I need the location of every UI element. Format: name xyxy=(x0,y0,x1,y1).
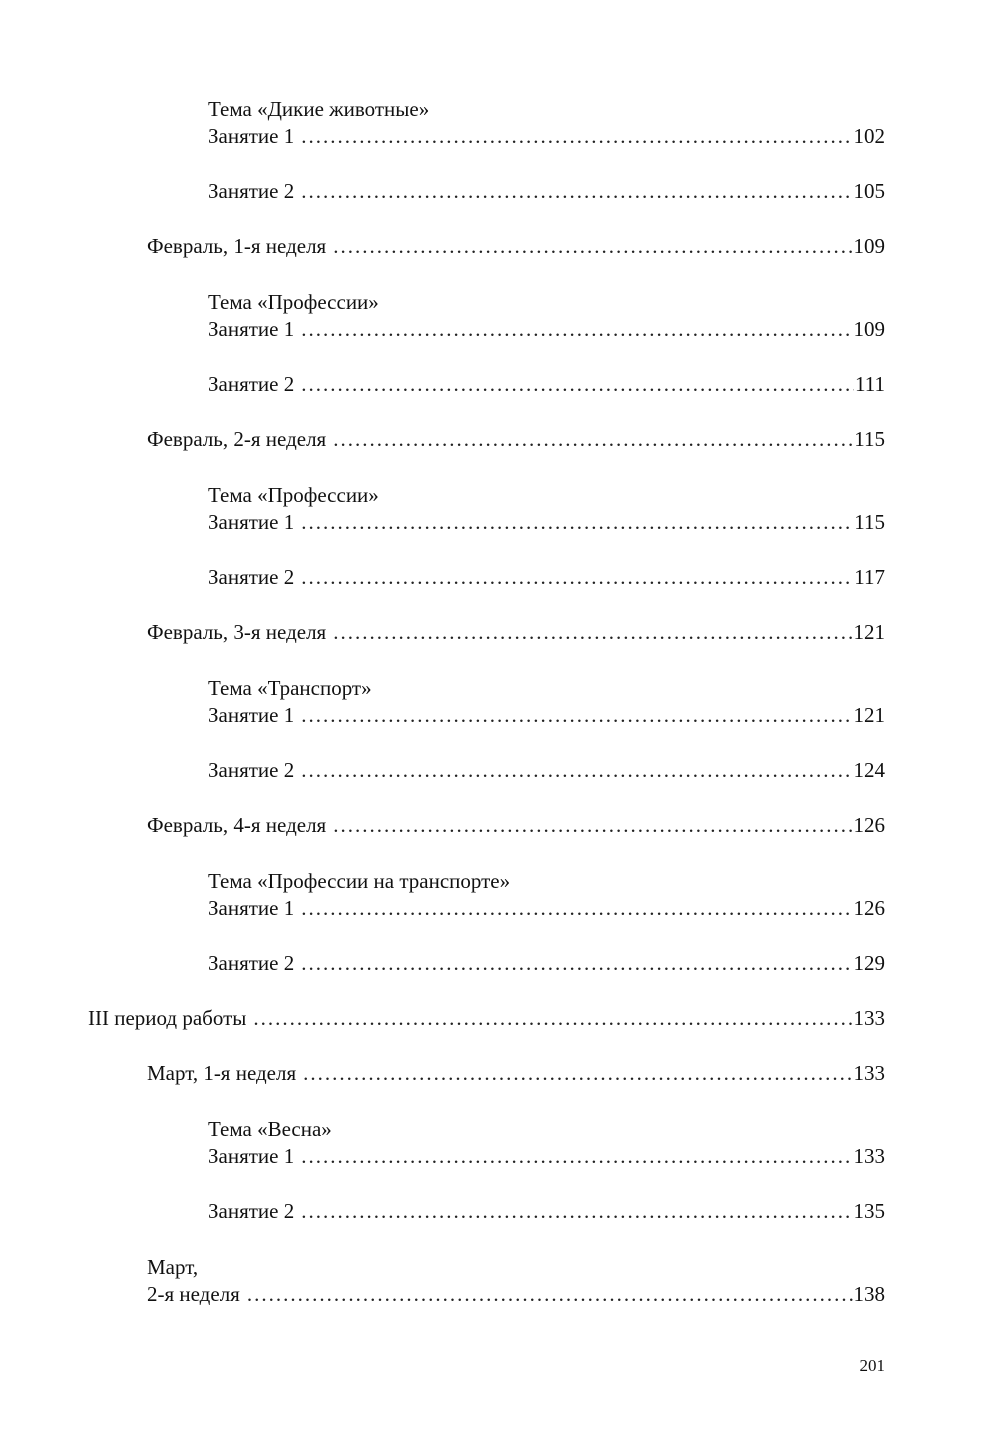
dot-leader xyxy=(301,315,852,343)
toc-entry-label: Занятие 1 xyxy=(208,317,295,341)
toc-entry-page: 133 xyxy=(853,1006,885,1030)
toc-entry-page: 102 xyxy=(853,124,885,148)
toc-entry[interactable] xyxy=(208,949,885,977)
dot-leader xyxy=(301,563,853,591)
toc-entry-label: Занятие 2 xyxy=(208,951,295,975)
dot-leader xyxy=(301,122,852,150)
toc-entry-label: Занятие 2 xyxy=(208,372,295,396)
toc-topic-heading: Тема «Весна» xyxy=(208,1117,332,1141)
toc-week-entry[interactable] xyxy=(147,1280,885,1308)
toc-entry-page: 109 xyxy=(853,234,885,258)
dot-leader xyxy=(301,701,852,729)
toc-entry-label: Занятие 1 xyxy=(208,510,295,534)
dot-leader xyxy=(301,1197,852,1225)
toc-entry[interactable] xyxy=(208,756,885,784)
toc-week-entry[interactable] xyxy=(147,232,885,260)
toc-week-heading: Март, xyxy=(147,1255,199,1279)
toc-entry-label: Занятие 2 xyxy=(208,1199,295,1223)
toc-entry-label: Занятие 2 xyxy=(208,758,295,782)
toc-entry-label: Занятие 2 xyxy=(208,179,295,203)
dot-leader xyxy=(301,894,852,922)
toc-entry[interactable] xyxy=(208,1197,885,1225)
toc-entry[interactable] xyxy=(208,177,885,205)
toc-entry-page: 138 xyxy=(853,1282,885,1306)
toc-entry[interactable] xyxy=(208,508,885,536)
toc-entry-page: 133 xyxy=(853,1144,885,1168)
toc-week-entry[interactable] xyxy=(147,1059,885,1087)
dot-leader xyxy=(301,508,853,536)
dot-leader xyxy=(301,177,852,205)
dot-leader xyxy=(301,1142,852,1170)
toc-entry[interactable] xyxy=(208,122,885,150)
toc-entry-label: Март, 1-я неделя xyxy=(147,1061,297,1085)
toc-entry-label: Занятие 1 xyxy=(208,1144,295,1168)
toc-entry-page: 124 xyxy=(853,758,885,782)
toc-entry-page: 117 xyxy=(854,565,885,589)
toc-topic-heading: Тема «Транспорт» xyxy=(208,676,372,700)
dot-leader xyxy=(333,618,852,646)
toc-entry-page: 126 xyxy=(853,896,885,920)
toc-entry-label: III период работы xyxy=(88,1006,247,1030)
toc-period-entry[interactable] xyxy=(88,1004,885,1032)
dot-leader xyxy=(303,1059,852,1087)
toc-entry[interactable] xyxy=(208,563,885,591)
toc-entry-page: 121 xyxy=(853,620,885,644)
toc-entry-page: 126 xyxy=(853,813,885,837)
toc-topic-heading: Тема «Профессии» xyxy=(208,483,379,507)
toc-entry[interactable] xyxy=(208,370,885,398)
toc-entry-label: Занятие 1 xyxy=(208,703,295,727)
dot-leader xyxy=(247,1280,853,1308)
dot-leader xyxy=(333,232,852,260)
dot-leader xyxy=(333,811,852,839)
toc-entry-page: 121 xyxy=(853,703,885,727)
toc-topic-heading: Тема «Профессии на транспорте» xyxy=(208,869,511,893)
toc-entry[interactable] xyxy=(208,701,885,729)
dot-leader xyxy=(301,370,854,398)
toc-week-entry[interactable] xyxy=(147,425,885,453)
toc-entry-label: Занятие 1 xyxy=(208,896,295,920)
toc-entry-label: Февраль, 4-я неделя xyxy=(147,813,327,837)
toc-entry-label: 2-я неделя xyxy=(147,1282,240,1306)
toc-entry-page: 109 xyxy=(853,317,885,341)
toc-week-entry[interactable] xyxy=(147,811,885,839)
page-number: 201 xyxy=(859,1356,885,1375)
toc-entry-page: 105 xyxy=(853,179,885,203)
toc-entry-page: 111 xyxy=(855,372,885,396)
dot-leader xyxy=(253,1004,852,1032)
toc-entry[interactable] xyxy=(208,1142,885,1170)
toc-entry-label: Занятие 2 xyxy=(208,565,295,589)
toc-entry-label: Февраль, 2-я неделя xyxy=(147,427,327,451)
dot-leader xyxy=(301,949,852,977)
toc-entry-page: 115 xyxy=(854,510,885,534)
toc-entry-page: 115 xyxy=(854,427,885,451)
toc-entry[interactable] xyxy=(208,315,885,343)
toc-entry[interactable] xyxy=(208,894,885,922)
toc-entry-page: 133 xyxy=(853,1061,885,1085)
toc-topic-heading: Тема «Профессии» xyxy=(208,290,379,314)
dot-leader xyxy=(301,756,852,784)
toc-week-entry[interactable] xyxy=(147,618,885,646)
toc-entry-page: 135 xyxy=(853,1199,885,1223)
toc-topic-heading: Тема «Дикие животные» xyxy=(208,97,430,121)
toc-entry-label: Занятие 1 xyxy=(208,124,295,148)
toc-entry-page: 129 xyxy=(853,951,885,975)
toc-entry-label: Февраль, 1-я неделя xyxy=(147,234,327,258)
dot-leader xyxy=(333,425,853,453)
toc-entry-label: Февраль, 3-я неделя xyxy=(147,620,327,644)
